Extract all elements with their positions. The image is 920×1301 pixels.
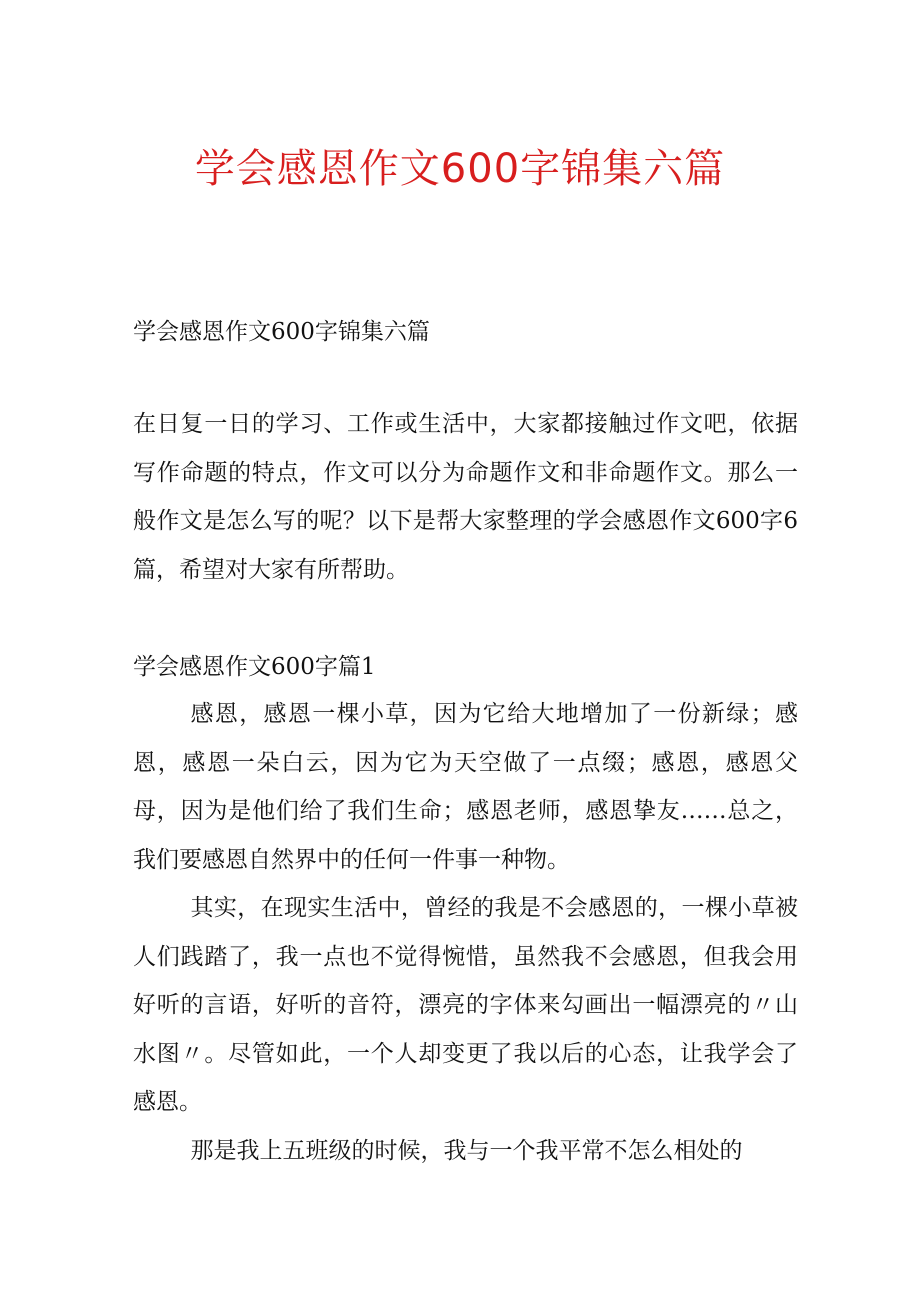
essay-paragraph-1: 感恩，感恩一棵小草，因为它给大地增加了一份新绿；感恩，感恩一朵白云，因为它为天空做了一点缀；感恩，感恩父母，因为是他们给了我们生命；感恩老师，感恩挚友……总之，我们要感恩自然界中的任何一件事一种物。 [133,701,798,873]
essay-paragraph-2: 其实，在现实生活中，曾经的我是不会感恩的，一棵小草被人们践踏了，我一点也不觉得惋惜，虽然我不会感恩，但我会用好听的言语，好听的音符，漂亮的字体来勾画出一幅漂亮的〃山水图〃。尽管如此，一个人却变更了我以后的心态，让我学会了感恩。 [133,895,798,1115]
intro-paragraph: 在日复一日的学习、工作或生活中，大家都接触过作文吧，依据写作命题的特点，作文可以分为命题作文和非命题作文。那么一般作文是怎么写的呢？以下是帮大家整理的学会感恩作文600字6篇，希望对大家有所帮助。 [133,411,798,583]
essay-body [133,690,798,1175]
document-title: 学会感恩作文600字锦集六篇 [194,146,726,192]
section-heading: 学会感恩作文600字篇1 [133,654,376,680]
essay-paragraph-3: 那是我上五班级的时候，我与一个我平常不怎么相处的 [190,1137,743,1164]
document-subtitle: 学会感恩作文600字锦集六篇 [133,319,430,345]
